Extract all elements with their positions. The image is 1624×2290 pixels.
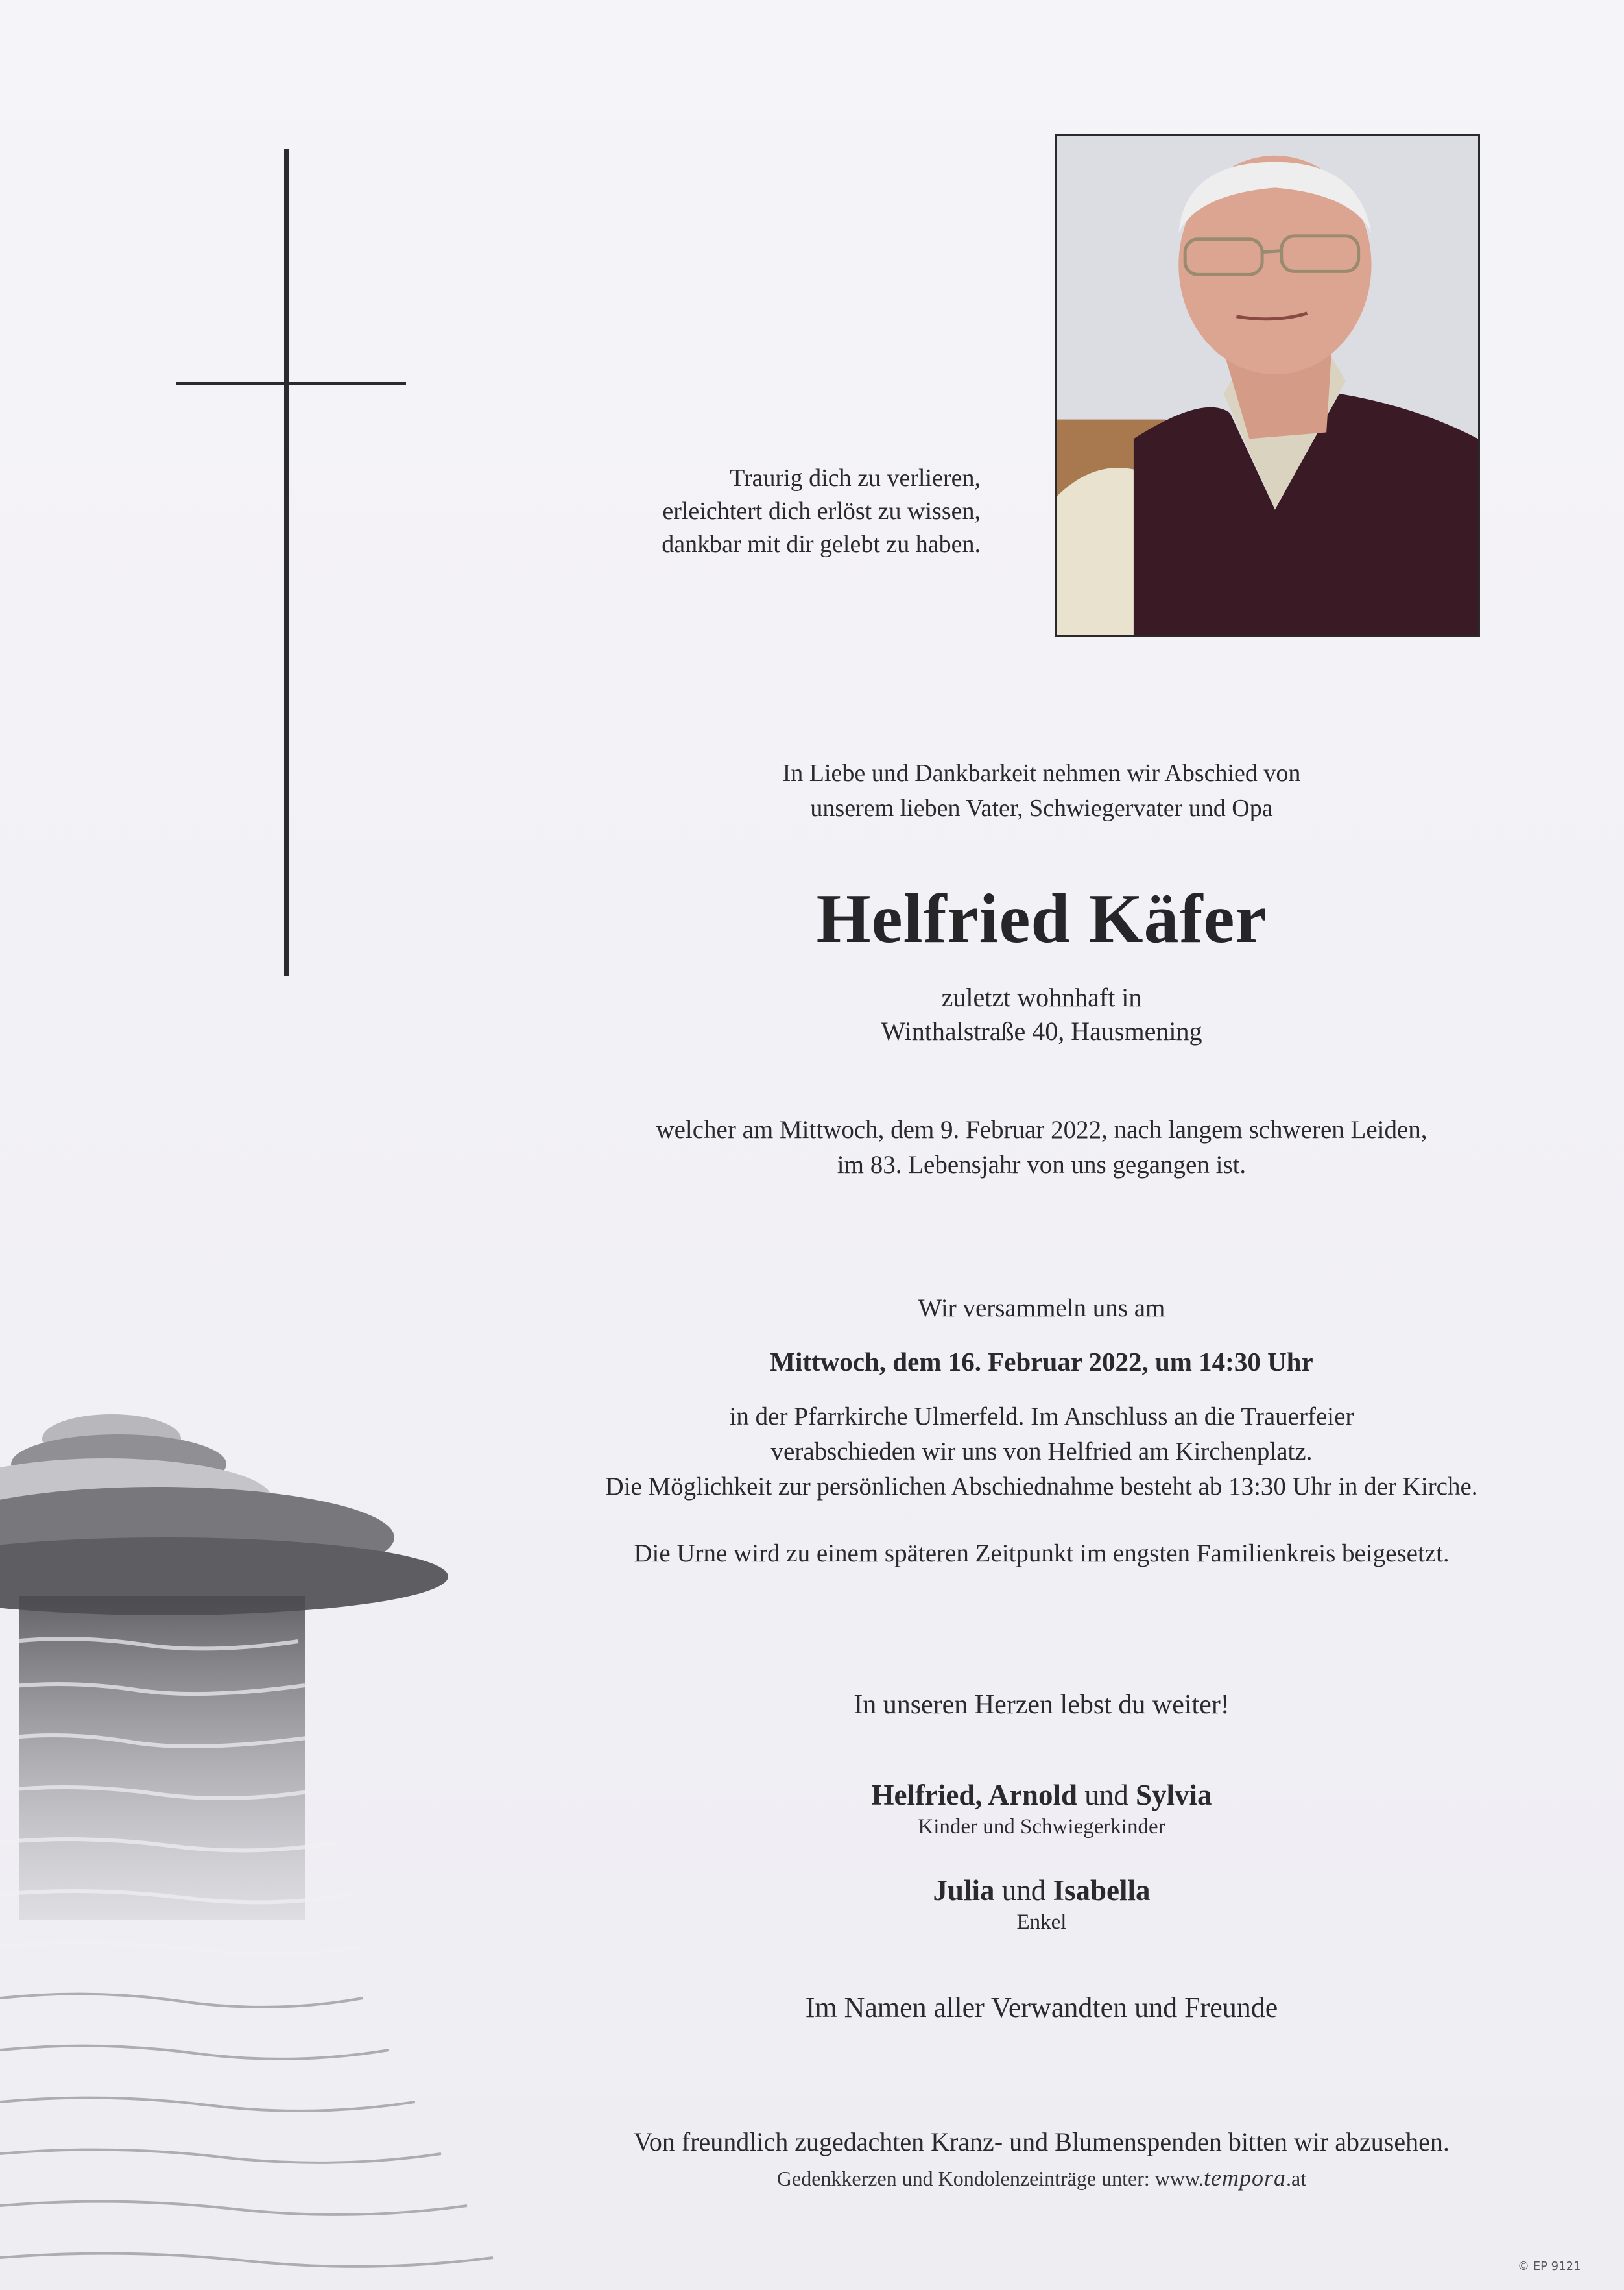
stacked-stones-image [0, 1414, 616, 2290]
portrait-photo [1055, 134, 1480, 637]
poem-line: erleichtert dich erlöst zu wissen, [662, 498, 981, 525]
death-info [493, 1113, 1590, 1183]
intro-line: unserem lieben Vater, Schwiegervater und Opa [810, 795, 1273, 822]
stones-illustration [0, 1414, 616, 2290]
portrait-illustration [1057, 136, 1478, 635]
cross-icon-arm [176, 382, 406, 385]
urn-note: Die Urne wird zu einem späteren Zeitpunkt im engsten Familienkreis beigesetzt. [634, 1539, 1450, 1567]
condolence-prefix: Gedenkkerzen und Kondolenzeinträge unter: www. [776, 2167, 1204, 2190]
grandchildren-connector: und [994, 1874, 1053, 1907]
intro-line: In Liebe und Dankbarkeit nehmen wir Abschied von [782, 760, 1301, 787]
cross-icon [284, 149, 289, 976]
farewell-intro [493, 756, 1590, 826]
ceremony-line: Die Möglichkeit zur persönlichen Abschiednahme besteht ab 13:30 Uhr in der Kirche. [605, 1473, 1478, 1501]
children-names [493, 1776, 1590, 1814]
children-name-1: Helfried, Arnold [871, 1779, 1077, 1811]
children-connector: und [1077, 1779, 1136, 1811]
residence-label: zuletzt wohnhaft in [941, 983, 1142, 1012]
death-info-line: im 83. Lebensjahr von uns gegangen ist. [837, 1151, 1247, 1179]
deceased-name: Helfried Käfer [816, 880, 1267, 958]
residence [493, 981, 1590, 1048]
grandchildren-names [493, 1872, 1590, 1909]
death-info-line: welcher am Mittwoch, dem 9. Februar 2022, nach langem schweren Leiden, [656, 1116, 1427, 1144]
children-role: Kinder und Schwiegerkinder [918, 1815, 1165, 1838]
poem [493, 462, 981, 561]
grandchildren-role: Enkel [1016, 1910, 1067, 1934]
family-grandchildren [493, 1872, 1590, 1935]
family-children [493, 1776, 1590, 1840]
tempora-brand: tempora [1204, 2165, 1287, 2191]
gathering-intro: Wir versammeln uns am [918, 1294, 1165, 1322]
ceremony-details [493, 1399, 1590, 1504]
condolence-link[interactable] [493, 2163, 1590, 2193]
residence-address: Winthalstraße 40, Hausmening [881, 1017, 1202, 1046]
relatives-line: Im Namen aller Verwandten und Freunde [805, 1992, 1278, 2023]
copyright-mark: © EP 9121 [1518, 2260, 1581, 2273]
grandchildren-name-2: Isabella [1053, 1874, 1151, 1907]
grandchildren-name-1: Julia [933, 1874, 995, 1907]
children-name-2: Sylvia [1135, 1779, 1212, 1811]
ceremony-line: in der Pfarrkirche Ulmerfeld. Im Anschluss an die Trauerfeier [729, 1403, 1354, 1430]
heart-line: In unseren Herzen lebst du weiter! [854, 1690, 1230, 1720]
flowers-note: Von freundlich zugedachten Kranz- und Blumenspenden bitten wir abzusehen. [634, 2127, 1450, 2156]
poem-line: Traurig dich zu verlieren, [730, 464, 981, 492]
condolence-suffix: .at [1286, 2167, 1307, 2190]
gathering-date-time: Mittwoch, dem 16. Februar 2022, um 14:30 Uhr [770, 1347, 1313, 1377]
poem-line: dankbar mit dir gelebt zu haben. [662, 531, 981, 558]
ceremony-line: verabschieden wir uns von Helfried am Kirchenplatz. [770, 1438, 1313, 1465]
